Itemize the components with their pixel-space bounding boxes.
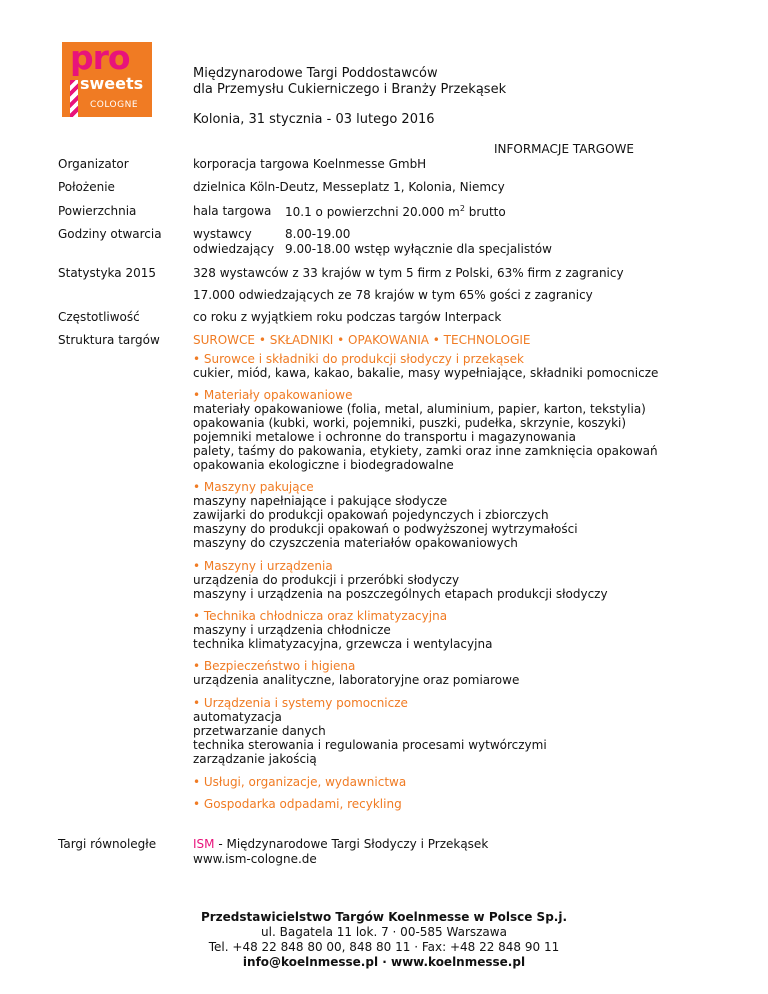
category-line: opakowania (kubki, worki, pojemniki, puszki, pudełka, skrzynie, koszyki) bbox=[193, 416, 627, 430]
category-services bbox=[193, 775, 406, 789]
category-line: maszyny do czyszczenia materiałów opakowaniowych bbox=[193, 536, 518, 550]
stats-exhibitors: 328 wystawców z 33 krajów w tym 5 firm z Polski, 63% firm z zagranicy bbox=[193, 266, 624, 280]
category-packing-machines bbox=[193, 480, 578, 550]
category-line: technika sterowania i regulowania procesami wytwórczymi bbox=[193, 738, 547, 752]
ism-text: - Międzynarodowe Targi Słodyczy i Przekąsek bbox=[214, 837, 489, 851]
category-line: przetwarzanie danych bbox=[193, 724, 326, 738]
logo-pro: pro bbox=[70, 38, 130, 77]
category-line: cukier, miód, kawa, kakao, bakalie, masy wypełniające, składniki pomocnicze bbox=[193, 366, 659, 380]
stats-label: Statystyka 2015 bbox=[58, 266, 156, 280]
category-title: • Usługi, organizacje, wydawnictwa bbox=[193, 775, 407, 789]
fair-title bbox=[193, 66, 506, 98]
category-line: maszyny i urządzenia na poszczególnych etapach produkcji słodyczy bbox=[193, 587, 608, 601]
hours-exhibitors: wystawcy bbox=[193, 227, 252, 241]
footer-address: ul. Bagatela 11 lok. 7 · 00-585 Warszawa bbox=[261, 925, 507, 939]
area-hall: hala targowa bbox=[193, 204, 272, 218]
fair-title-line2: dla Przemysłu Cukierniczego i Branży Przekąsek bbox=[193, 82, 507, 97]
footer-phone: Tel. +48 22 848 80 00, 848 80 11 · Fax: +48 22 848 90 11 bbox=[208, 940, 560, 954]
category-title: • Urządzenia i systemy pomocnicze bbox=[193, 696, 408, 710]
category-line: maszyny napełniające i pakujące słodycze bbox=[193, 494, 448, 508]
stats-visitors: 17.000 odwiedzających ze 78 krajów w tym 65% gości z zagranicy bbox=[193, 288, 593, 302]
category-title: • Technika chłodnicza oraz klimatyzacyjna bbox=[193, 609, 448, 623]
location-label: Położenie bbox=[58, 180, 115, 194]
frequency-label: Częstotliwość bbox=[58, 310, 140, 324]
area-label: Powierzchnia bbox=[58, 204, 137, 218]
category-title: • Maszyny pakujące bbox=[193, 480, 314, 494]
category-line: urządzenia analityczne, laboratoryjne oraz pomiarowe bbox=[193, 673, 520, 687]
category-line: maszyny do produkcji opakowań o podwyższonej wytrzymałości bbox=[193, 522, 578, 536]
hours-visitors: odwiedzający bbox=[193, 242, 275, 256]
fair-dates: Kolonia, 31 stycznia - 03 lutego 2016 bbox=[193, 112, 435, 127]
category-safety-hygiene bbox=[193, 659, 519, 687]
category-line: technika klimatyzacyjna, grzewcza i wentylacyjna bbox=[193, 637, 493, 651]
category-title: • Gospodarka odpadami, recykling bbox=[193, 797, 402, 811]
category-line: palety, taśmy do pakowania, etykiety, zamki oraz inne zamknięcia opakowań bbox=[193, 444, 658, 458]
footer-company: Przedstawicielstwo Targów Koelnmesse w Polsce Sp.j. bbox=[200, 910, 568, 924]
category-title: • Bezpieczeństwo i higiena bbox=[193, 659, 356, 673]
parallel-fair bbox=[193, 837, 488, 867]
structure-value: SUROWCE • SKŁADNIKI • OPAKOWANIA • TECHNOLOGIE bbox=[193, 333, 531, 347]
category-line: pojemniki metalowe i ochronne do transportu i magazynowania bbox=[193, 430, 576, 444]
fair-title-line1: Międzynarodowe Targi Poddostawców bbox=[193, 66, 438, 81]
category-line: zarządzanie jakością bbox=[193, 752, 317, 766]
structure-label: Struktura targów bbox=[58, 333, 160, 347]
category-line: automatyzacja bbox=[193, 710, 282, 724]
footer bbox=[0, 910, 768, 970]
category-line: maszyny i urządzenia chłodnicze bbox=[193, 623, 391, 637]
frequency-value: co roku z wyjątkiem roku podczas targów Interpack bbox=[193, 310, 502, 324]
location-value: dzielnica Köln-Deutz, Messeplatz 1, Kolonia, Niemcy bbox=[193, 180, 505, 194]
category-refrigeration bbox=[193, 609, 492, 651]
hours-label: Godziny otwarcia bbox=[58, 227, 162, 241]
category-auxiliary-systems bbox=[193, 696, 547, 766]
category-line: zawijarki do produkcji opakowań pojedynczych i zbiorczych bbox=[193, 508, 549, 522]
category-machines-devices bbox=[193, 559, 608, 601]
category-line: materiały opakowaniowe (folia, metal, aluminium, papier, karton, tekstylia) bbox=[193, 402, 646, 416]
ism-label: ISM bbox=[193, 837, 215, 851]
category-line: opakowania ekologiczne i biodegradowalne bbox=[193, 458, 454, 472]
logo-stripe bbox=[70, 80, 78, 117]
category-title: • Materiały opakowaniowe bbox=[193, 388, 353, 402]
area-value: 10.1 o powierzchni 20.000 $m^2$ brutto bbox=[285, 204, 506, 219]
category-waste bbox=[193, 797, 402, 811]
hours-visitors-time: 9.00-18.00 wstęp wyłącznie dla specjalistów bbox=[285, 242, 552, 256]
organizer-label: Organizator bbox=[58, 157, 129, 171]
category-title: • Surowce i składniki do produkcji słodyczy i przekąsek bbox=[193, 352, 524, 366]
organizer-value: korporacja targowa Koelnmesse GmbH bbox=[193, 157, 427, 171]
prosweets-logo bbox=[62, 38, 152, 117]
info-title: INFORMACJE TARGOWE bbox=[493, 142, 634, 156]
category-packaging-materials bbox=[193, 388, 658, 472]
logo-sweets: sweets bbox=[80, 74, 144, 93]
logo-cologne: COLOGNE bbox=[90, 100, 139, 110]
footer-contact[interactable]: info@koelnmesse.pl · www.koelnmesse.pl bbox=[242, 955, 526, 969]
category-title: • Maszyny i urządzenia bbox=[193, 559, 333, 573]
ism-url[interactable]: www.ism-cologne.de bbox=[193, 852, 317, 866]
hours-exhibitors-time: 8.00-19.00 bbox=[285, 227, 351, 241]
category-line: urządzenia do produkcji i przeróbki słodyczy bbox=[193, 573, 460, 587]
category-raw-materials bbox=[193, 352, 658, 380]
parallel-label: Targi równoległe bbox=[58, 837, 157, 851]
